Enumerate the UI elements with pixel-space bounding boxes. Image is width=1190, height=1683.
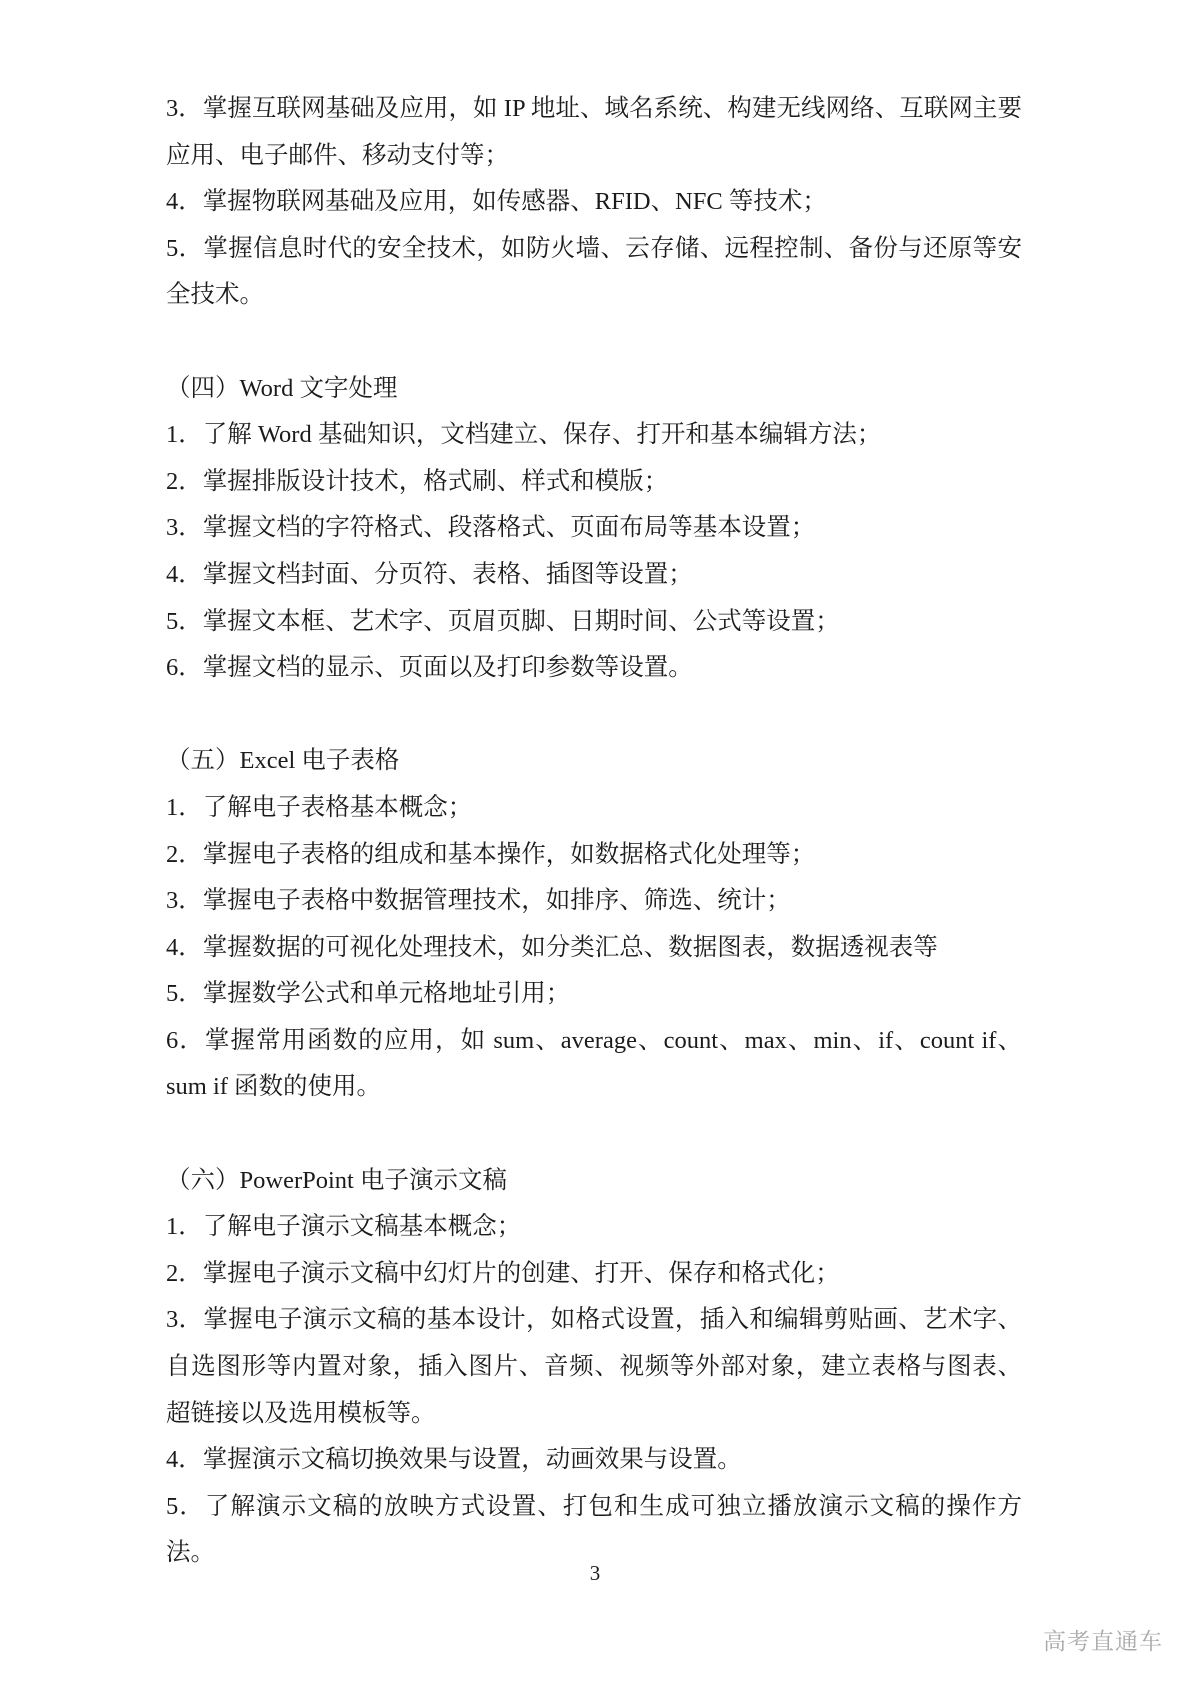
section-heading-powerpoint: （六）PowerPoint 电子演示文稿 [166, 1166, 507, 1194]
section-powerpoint [166, 1158, 1022, 1577]
page-number: 3 [589, 1561, 601, 1585]
list-item: 4．掌握数据的可视化处理技术，如分类汇总、数据图表，数据透视表等 [166, 933, 938, 961]
list-item: 5．掌握信息时代的安全技术，如防火墙、云存储、远程控制、备份与还原等安全技术。 [166, 234, 1022, 309]
list-item: 1．了解 Word 基础知识，文档建立、保存、打开和基本编辑方法； [166, 421, 882, 449]
list-item: 3．掌握互联网基础及应用，如 IP 地址、域名系统、构建无线网络、互联网主要应用、电子邮件、移动支付等； [166, 95, 1022, 169]
document-body [166, 86, 1022, 1577]
list-item: 4．掌握文档封面、分页符、表格、插图等设置； [166, 560, 693, 588]
list-item: 6．掌握文档的显示、页面以及打印参数等设置。 [166, 654, 693, 682]
list-item: 4．掌握演示文稿切换效果与设置，动画效果与设置。 [166, 1446, 742, 1474]
list-item: 4．掌握物联网基础及应用，如传感器、RFID、NFC 等技术； [166, 188, 827, 216]
list-item: 5．掌握数学公式和单元格地址引用； [166, 980, 571, 1008]
list-item: 5．掌握文本框、艺术字、页眉页脚、日期时间、公式等设置； [166, 607, 840, 635]
section-heading-excel: （五）Excel 电子表格 [166, 747, 400, 775]
list-item: 3．掌握文档的字符格式、段落格式、页面布局等基本设置； [166, 514, 816, 542]
list-item: 2．掌握电子演示文稿中幻灯片的创建、打开、保存和格式化； [166, 1259, 840, 1287]
list-item: 2．掌握电子表格的组成和基本操作，如数据格式化处理等； [166, 840, 816, 868]
list-item: 2．掌握排版设计技术，格式刷、样式和模版； [166, 467, 669, 495]
list-item: 3．掌握电子演示文稿的基本设计，如格式设置，插入和编辑剪贴画、艺术字、自选图形等内置对象，插入图片、音频、视频等外部对象，建立表格与图表、超链接以及选用模板等。 [166, 1306, 1022, 1427]
list-item: 1．了解电子表格基本概念； [166, 793, 473, 821]
list-item: 3．掌握电子表格中数据管理技术，如排序、筛选、统计； [166, 887, 791, 915]
list-item: 1．了解电子演示文稿基本概念； [166, 1213, 522, 1241]
section-heading-word: （四）Word 文字处理 [166, 374, 398, 402]
section-excel [166, 738, 1022, 1111]
section-word [166, 366, 1022, 692]
list-item: 5．了解演示文稿的放映方式设置、打包和生成可独立播放演示文稿的操作方法。 [166, 1492, 1022, 1567]
section-info-tech-continued [166, 86, 1022, 319]
list-item: 6．掌握常用函数的应用，如 sum、average、count、max、min、if、count if、sum if 函数的使用。 [166, 1026, 1022, 1101]
watermark: 高考直通车 [1043, 1629, 1163, 1654]
